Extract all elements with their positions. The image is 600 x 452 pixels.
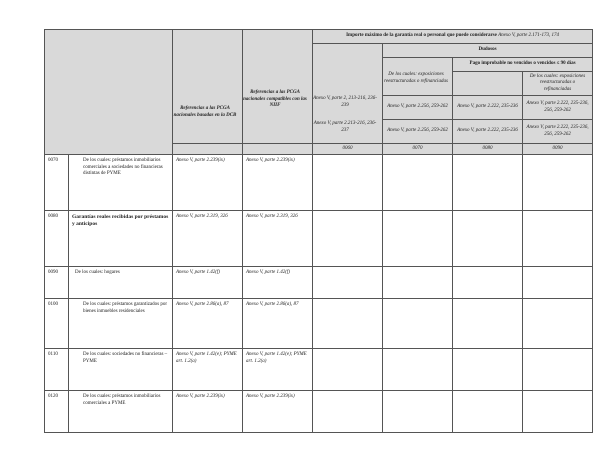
row-label: De los cuales: sociedades no financieras – PYME	[69, 349, 173, 391]
table-row	[45, 299, 593, 349]
row-code: 0070	[45, 155, 69, 211]
table-row	[45, 267, 593, 299]
colnum-0060: 0060	[313, 144, 383, 155]
row-ref-nif: Anexo V, parte 1.42(f)	[243, 267, 313, 299]
row-code: 0120	[45, 391, 69, 433]
colref1-0060: Anexo V, parte 2, 213-216, 236-239	[313, 96, 377, 108]
table-row	[45, 391, 593, 433]
row-ref-dcb: Anexo V, parte 2.239(ix)	[173, 391, 243, 433]
row-ref-nif: Anexo V, parte 1.42(e); PYME art. 1.2(a)	[243, 349, 313, 391]
colnum-blank-nif	[243, 144, 313, 155]
input-cell-0060[interactable]	[313, 349, 383, 391]
data-table	[44, 29, 593, 433]
input-cell-0080[interactable]	[453, 155, 523, 211]
colnum-0080: 0080	[453, 144, 523, 155]
input-cell-0080[interactable]	[453, 211, 523, 267]
row-label: De los cuales: préstamos inmobiliarios comerciales a sociedades no financieras distintas de PYME	[69, 155, 173, 211]
row-code: 0080	[45, 211, 69, 267]
header-dudosos: Dudosos	[383, 44, 593, 58]
colref2-0090: Anexo V, parte 2.222, 235-236, 256, 259-262	[523, 120, 593, 144]
table-row	[45, 349, 593, 391]
row-label: Garantías reales recibidas por préstamos y anticipos	[69, 211, 173, 267]
colnum-0090: 0090	[523, 144, 593, 155]
input-cell-0080[interactable]	[453, 349, 523, 391]
header-blank-nif-top	[243, 30, 313, 144]
row-ref-dcb: Anexo V, parte 1.42(f)	[173, 267, 243, 299]
header-blank	[45, 30, 173, 155]
input-cell-0070[interactable]	[383, 299, 453, 349]
colref2-0060: Anexo V, parte 2.213-216, 236-237	[313, 121, 377, 133]
input-cell-0090[interactable]	[523, 155, 593, 211]
input-cell-0060[interactable]	[313, 267, 383, 299]
row-code: 0110	[45, 349, 69, 391]
header-pago-improbable: Pago improbable no vencidos o vencidos ≤ 90 días	[453, 58, 593, 72]
header-main	[313, 30, 593, 44]
input-cell-0090[interactable]	[523, 391, 593, 433]
row-ref-nif: Anexo V, parte 2.239(ix)	[243, 155, 313, 211]
row-ref-dcb: Anexo V, parte 2.86(a), 87	[173, 299, 243, 349]
input-cell-0090[interactable]	[523, 267, 593, 299]
colnum-0070: 0070	[383, 144, 453, 155]
table-row	[45, 155, 593, 211]
input-cell-0070[interactable]	[383, 155, 453, 211]
row-label: De los cuales: préstamos inmobiliarios comerciales a PYME	[69, 391, 173, 433]
colref1-0070: Anexo V, parte 2.256, 259-262	[383, 96, 453, 120]
row-ref-dcb: Anexo V, parte 1.42(e); PYME art. 1.2(a)	[173, 349, 243, 391]
header-ref-dcb: Referencias a las PCGA nacionales basadas en la DCB	[173, 106, 237, 118]
header-blank-col80	[453, 72, 523, 96]
colref2-0080: Anexo V, parte 2.222, 235-236	[453, 120, 523, 144]
input-cell-0080[interactable]	[453, 299, 523, 349]
row-label: De los cuales: préstamos garantizados por bienes inmuebles residenciales	[69, 299, 173, 349]
colref2-0070: Anexo V, parte 2.256, 259-262	[383, 120, 453, 144]
input-cell-0090[interactable]	[523, 211, 593, 267]
row-ref-dcb: Anexo V, parte 2.239(ix)	[173, 155, 243, 211]
input-cell-0070[interactable]	[383, 349, 453, 391]
row-ref-dcb: Anexo V, parte 2.319, 326	[173, 211, 243, 267]
colref1-0090: Anexo V, parte 2.222, 235-236, 256, 259-262	[523, 96, 593, 120]
row-code: 0090	[45, 267, 69, 299]
input-cell-0080[interactable]	[453, 267, 523, 299]
row-code: 0100	[45, 299, 69, 349]
row-ref-nif: Anexo V, parte 2.86(a), 87	[243, 299, 313, 349]
header-exposiciones-col70: De los cuales: exposiciones reestructuradas o refinanciadas	[384, 72, 448, 84]
input-cell-0080[interactable]	[453, 391, 523, 433]
colnum-blank-dcb	[173, 144, 243, 155]
row-ref-nif: Anexo V, parte 2.319, 326	[243, 211, 313, 267]
input-cell-0060[interactable]	[313, 299, 383, 349]
header-ref-nif: Referencias a las PCGA nacionales compatibles con las NIIF	[243, 90, 307, 108]
header-main-bold: Importe máximo de la garantía real o personal que puede considerarse	[346, 33, 497, 39]
input-cell-0090[interactable]	[523, 299, 593, 349]
table-row	[45, 211, 593, 267]
input-cell-0070[interactable]	[383, 267, 453, 299]
input-cell-0070[interactable]	[383, 391, 453, 433]
header-blank-dcb-top	[173, 30, 243, 144]
colref1-0080: Anexo V, parte 2.222, 235-236	[453, 96, 523, 120]
input-cell-0060[interactable]	[313, 211, 383, 267]
header-exposiciones-col90: De los cuales: exposiciones reestructuradas o refinanciadas	[523, 72, 593, 96]
input-cell-0060[interactable]	[313, 391, 383, 433]
row-label: De los cuales: hogares	[69, 267, 173, 299]
header-main-ref: Anexo V, parte 2.171-173, 174	[498, 33, 559, 39]
input-cell-0070[interactable]	[383, 211, 453, 267]
row-ref-nif: Anexo V, parte 2.239(ix)	[243, 391, 313, 433]
input-cell-0090[interactable]	[523, 349, 593, 391]
input-cell-0060[interactable]	[313, 155, 383, 211]
